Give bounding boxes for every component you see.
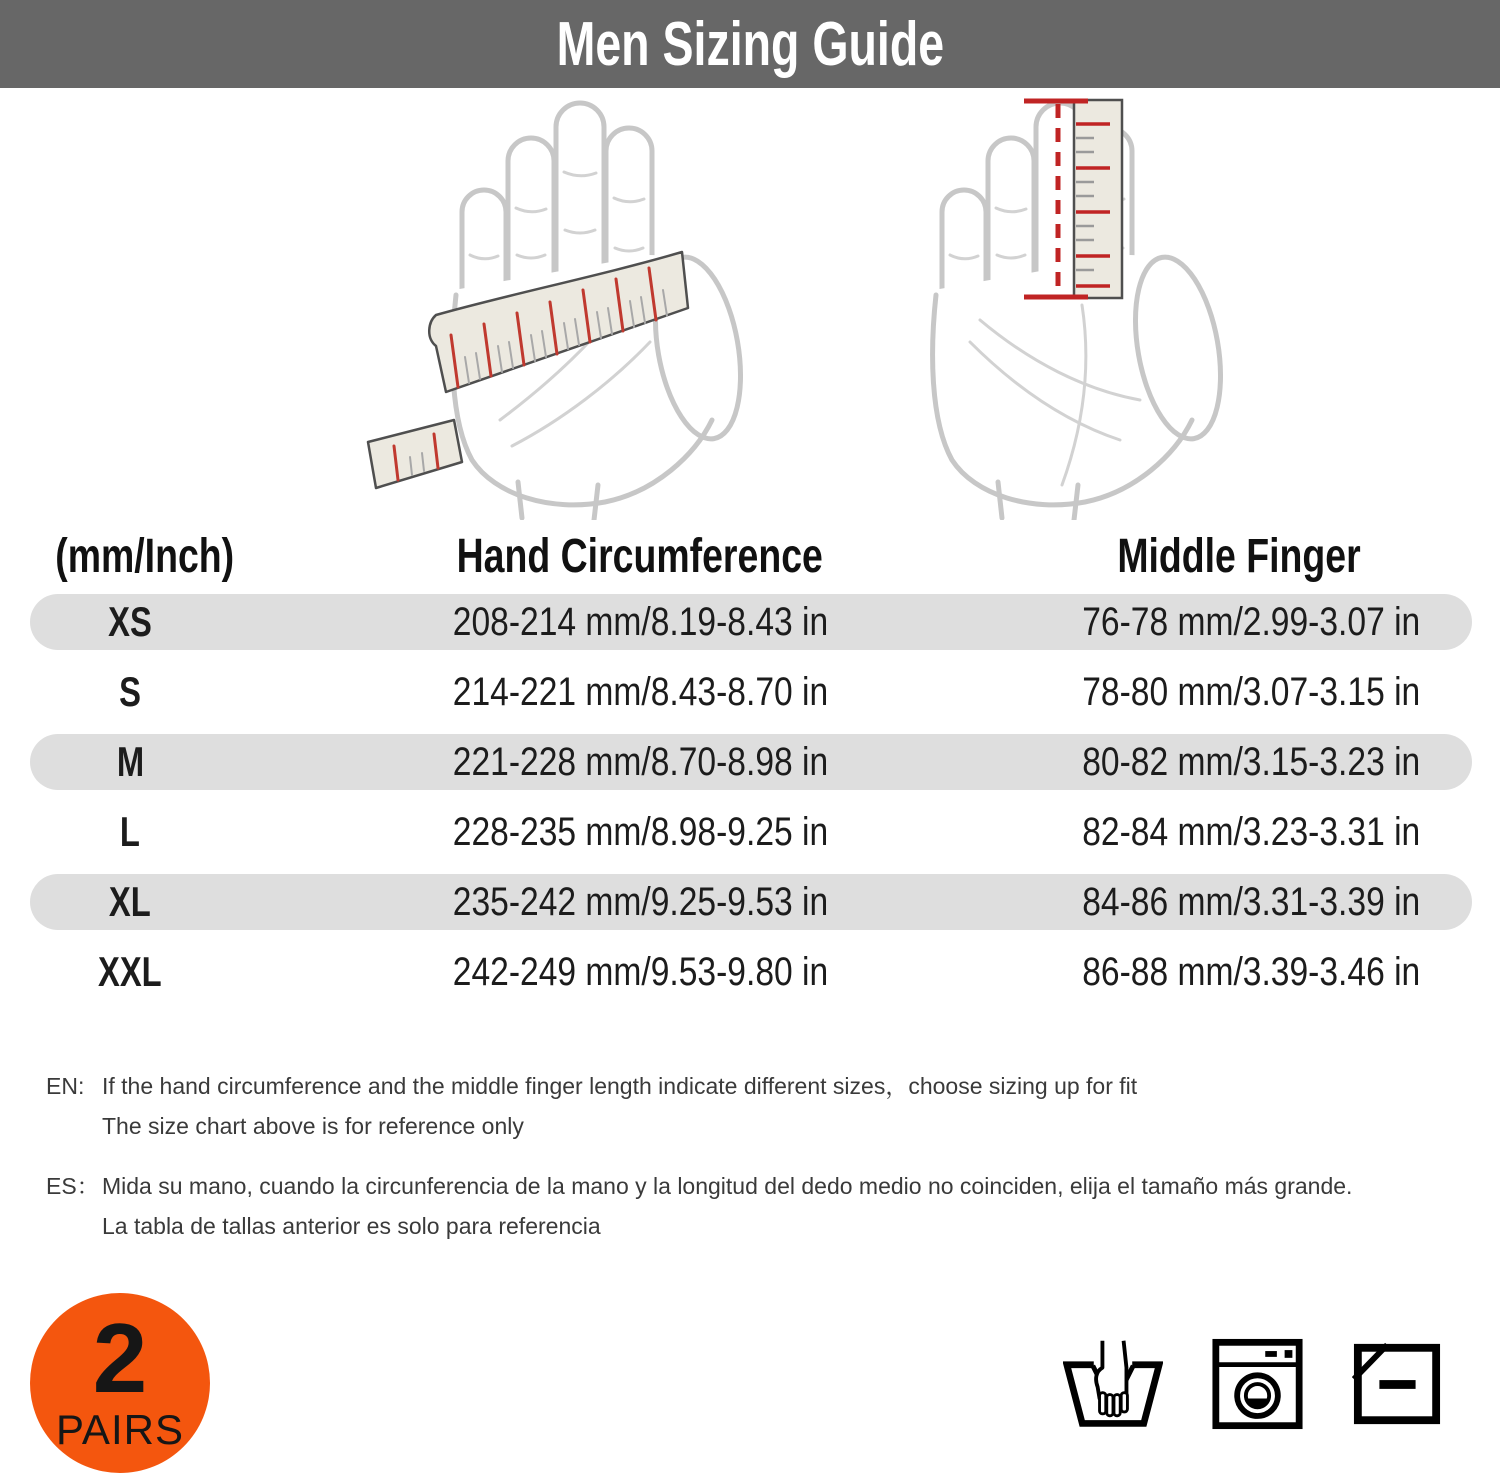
note-es-line2: La tabla de tallas anterior es solo para referencia [102,1213,601,1239]
pairs-label: PAIRS [56,1406,184,1454]
hand-circumference-value: 228-235 mm/8.98-9.25 in [452,809,828,854]
column-header-size: (mm/Inch) [55,529,235,583]
table-row [30,734,1472,790]
size-label: L [119,808,141,855]
column-header-hand-circumference: Hand Circumference [456,529,824,583]
note-spanish [46,1166,1446,1246]
hand-circumference-value: 242-249 mm/9.53-9.80 in [452,949,828,994]
hand-with-tape-icon [350,90,750,520]
note-es-label: ES： [46,1173,100,1199]
size-table [30,518,1472,1014]
machine-wash-icon [1211,1336,1304,1432]
hand-circumference-value: 214-221 mm/8.43-8.70 in [452,669,828,714]
note-en-line2: The size chart above is for reference only [102,1113,524,1139]
care-icons [1063,1336,1442,1432]
table-row [30,804,1472,860]
hand-with-ruler-icon [830,90,1230,520]
table-row [30,594,1472,650]
dry-flat-in-shade-icon [1352,1341,1442,1427]
note-es-line1: Mida su mano, cuando la circunferencia de la mano y la longitud del dedo medio no coinciden, elija el tamaño más grande. [102,1173,1353,1199]
hand-circumference-illustration [350,90,750,520]
size-label: XL [109,878,151,925]
size-label: XS [108,598,152,645]
hand-wash-icon [1063,1337,1163,1432]
size-label: XXL [98,948,162,995]
hand-circumference-value: 208-214 mm/8.19-8.43 in [452,599,828,644]
size-label: M [116,738,144,785]
hand-circumference-value: 235-242 mm/9.25-9.53 in [452,879,828,924]
middle-finger-value: 80-82 mm/3.15-3.23 in [1082,739,1421,784]
middle-finger-illustration [830,90,1230,520]
page-title: Men Sizing Guide [556,9,944,79]
middle-finger-value: 82-84 mm/3.23-3.31 in [1082,809,1421,854]
pairs-count: 2 [92,1302,148,1413]
middle-finger-value: 76-78 mm/2.99-3.07 in [1082,599,1421,644]
hand-circumference-value: 221-228 mm/8.70-8.98 in [452,739,828,784]
pairs-count-badge [30,1293,210,1473]
note-en-label: EN: [46,1073,85,1099]
column-header-middle-finger: Middle Finger [1116,529,1361,583]
title-bar [0,0,1500,88]
size-label: S [119,668,141,715]
table-row [30,664,1472,720]
size-table-header [30,518,1472,594]
table-row [30,944,1472,1000]
note-english [46,1066,1446,1146]
middle-finger-value: 84-86 mm/3.31-3.39 in [1082,879,1421,924]
table-row [30,874,1472,930]
middle-finger-value: 78-80 mm/3.07-3.15 in [1082,669,1421,714]
note-en-line1: If the hand circumference and the middle finger length indicate different sizes，choose sizing up for fit [102,1073,1138,1099]
middle-finger-value: 86-88 mm/3.39-3.46 in [1082,949,1421,994]
